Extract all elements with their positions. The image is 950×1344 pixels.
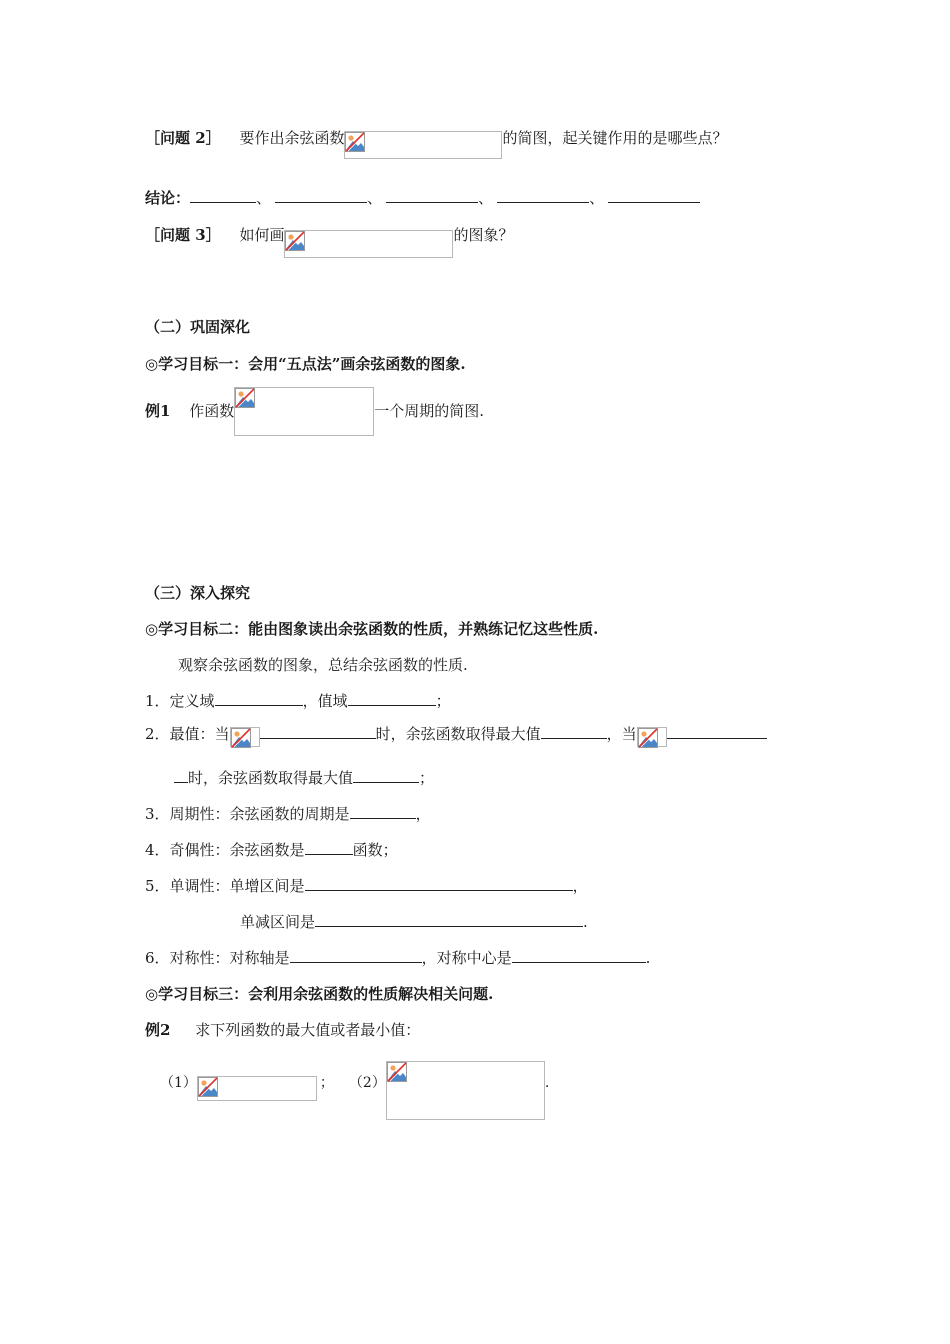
- property-2-end: ；: [419, 769, 435, 787]
- conclusion-label: 结论：: [145, 189, 191, 207]
- property-6-axis-label: 对称性：对称轴是: [169, 949, 290, 967]
- property-2-max-text: 时，余弦函数取得最大值: [375, 725, 541, 743]
- example-2-items: [160, 1073, 549, 1132]
- property-5-number: 5．: [145, 877, 170, 895]
- property-6-end: .: [645, 949, 651, 967]
- section-2-title: （二）巩固深化: [145, 318, 251, 336]
- conclusion-sep: 、: [589, 189, 605, 207]
- formula-image-ex1: [234, 387, 374, 436]
- min-value-blank: [353, 768, 419, 783]
- domain-blank: [215, 691, 303, 706]
- question-3-text-after: 的图象？: [453, 226, 514, 244]
- learning-goal-3: ◎学习目标三：会利用余弦函数的性质解决相关问题.: [145, 985, 494, 1003]
- period-blank: [350, 804, 416, 819]
- example-2-end: .: [544, 1075, 550, 1091]
- example-2-sep: ；: [319, 1075, 334, 1091]
- conclusion-blank-4: [497, 188, 589, 203]
- property-5-end: .: [583, 913, 588, 931]
- observe-intro: 观察余弦函数的图象，总结余弦函数的性质.: [178, 656, 468, 674]
- formula-image-q3: [284, 230, 453, 258]
- property-2-extremes: [145, 724, 767, 744]
- example-1-text-after: 一个周期的简图.: [374, 402, 485, 420]
- formula-image-max: [230, 727, 260, 747]
- question-2-label: ［问题 2］: [145, 129, 221, 147]
- property-3-end: ，: [415, 805, 431, 823]
- range-blank: [348, 691, 436, 706]
- example-1-label: 例1: [145, 402, 171, 420]
- formula-image-ex2-1: [197, 1076, 317, 1101]
- example-2-line: [145, 1020, 420, 1040]
- increasing-interval-blank: [305, 876, 573, 891]
- min-condition-blank-1: [667, 724, 767, 739]
- property-4-label: 奇偶性：余弦函数是: [169, 841, 305, 859]
- property-6-number: 6．: [145, 949, 170, 967]
- example-1-text-before: 作函数: [189, 402, 235, 420]
- conclusion-line: [145, 188, 700, 208]
- property-1-end: ；: [435, 692, 451, 710]
- conclusion-blank-2: [275, 188, 367, 203]
- property-5-decreasing: [240, 912, 588, 932]
- formula-image-q2: [344, 131, 502, 159]
- property-1-domain-range: [145, 691, 451, 711]
- property-2-label: 最值：当: [169, 725, 230, 743]
- parity-blank: [305, 840, 353, 855]
- property-3-label: 周期性：余弦函数的周期是: [169, 805, 350, 823]
- property-3-number: 3．: [145, 805, 170, 823]
- property-4-number: 4．: [145, 841, 170, 859]
- property-2-min-prefix: ，当: [606, 725, 637, 743]
- property-4-parity: [145, 840, 398, 860]
- property-2-number: 2．: [145, 725, 170, 743]
- max-value-blank: [541, 724, 607, 739]
- property-5-monotonicity: [145, 876, 588, 896]
- decreasing-interval-blank: [315, 912, 583, 927]
- question-2-text-after: 的简图，起关键作用的是哪些点？: [502, 129, 728, 147]
- symmetry-axis-blank: [290, 948, 422, 963]
- property-1-label: 定义域: [169, 692, 215, 710]
- question-3-label: ［问题 3］: [145, 226, 221, 244]
- property-2-continued: [174, 768, 434, 788]
- question-3-text-before: 如何画: [239, 226, 285, 244]
- property-6-symmetry: [145, 948, 650, 968]
- property-1-range-label: ，值域: [302, 692, 348, 710]
- property-5-increasing-label: 单调性：单增区间是: [169, 877, 305, 895]
- property-5-sep: ，: [572, 877, 588, 895]
- property-6-center-label: ，对称中心是: [421, 949, 512, 967]
- example-2-item-1-label: （1）: [160, 1075, 197, 1091]
- conclusion-sep: 、: [367, 189, 383, 207]
- conclusion-sep: 、: [256, 189, 272, 207]
- conclusion-blank-5: [608, 188, 700, 203]
- max-condition-blank: [260, 724, 376, 739]
- formula-image-ex2-2: [386, 1061, 545, 1120]
- property-3-period: [145, 804, 431, 824]
- question-2-text-before: 要作出余弦函数: [239, 129, 345, 147]
- example-2-text: 求下列函数的最大值或者最小值：: [195, 1021, 421, 1039]
- question-2-line: [145, 128, 727, 156]
- conclusion-blank-3: [386, 188, 478, 203]
- learning-goal-2: ◎学习目标二：能由图象读出余弦函数的性质，并熟练记忆这些性质.: [145, 620, 599, 638]
- formula-image-min: [637, 727, 667, 747]
- example-2-item-2-label: （2）: [355, 1075, 386, 1091]
- section-3-title: （三）深入探究: [145, 584, 251, 602]
- example-2-label: 例2: [145, 1021, 171, 1039]
- property-1-number: 1．: [145, 692, 170, 710]
- symmetry-center-blank: [512, 948, 646, 963]
- conclusion-blank-1: [190, 188, 256, 203]
- min-condition-blank-2: [174, 768, 188, 783]
- question-3-line: [145, 225, 513, 253]
- property-5-decreasing-label: 单减区间是: [240, 913, 316, 931]
- property-2-min-text: 时，余弦函数取得最大值: [188, 769, 354, 787]
- property-4-end: 函数；: [352, 841, 398, 859]
- learning-goal-1: ◎学习目标一：会用“五点法”画余弦函数的图象.: [145, 355, 466, 373]
- example-1-line: [145, 401, 484, 450]
- conclusion-sep: 、: [478, 189, 494, 207]
